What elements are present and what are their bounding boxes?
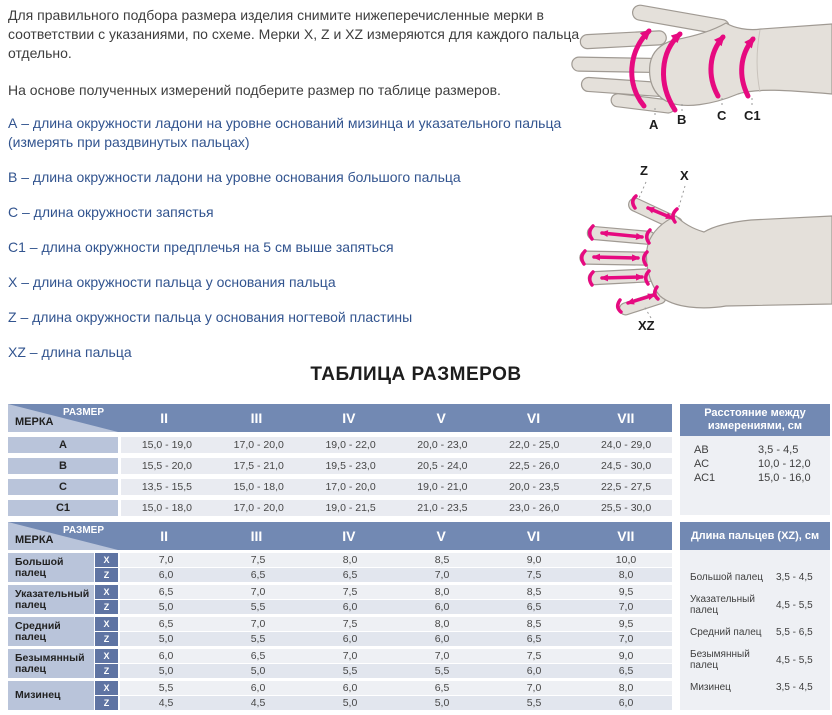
measure-size-table [8, 404, 672, 516]
finger-group-pinky [8, 681, 672, 710]
x-badge: X [95, 585, 118, 599]
size-cell: 7,0 [434, 569, 450, 581]
size-cell: 22,0 - 25,0 [509, 439, 560, 451]
distance-panel-title: Расстояние между измерениями, см [680, 404, 830, 436]
finger-length-label: Средний палец [690, 627, 762, 638]
size-cell: 6,0 [434, 633, 450, 645]
size-cell: 19,0 - 22,0 [325, 439, 376, 451]
x-badge: X [95, 617, 118, 631]
size-cell: 9,0 [526, 554, 542, 566]
size-cell: 7,0 [250, 586, 266, 598]
row-label: А [8, 437, 118, 453]
size-cell: 15,0 - 19,0 [141, 439, 193, 451]
size-column-header: VII [617, 528, 635, 544]
size-column-header: II [160, 410, 169, 426]
distance-value: 10,0 - 12,0 [758, 458, 811, 470]
size-cell: 5,0 [342, 697, 358, 709]
size-cell: 5,5 [342, 665, 358, 677]
z-badge: Z [95, 568, 118, 582]
corner-measure-label: МЕРКА [15, 534, 54, 546]
x-badge: X [95, 649, 118, 663]
row-values [121, 500, 672, 516]
finger-group-thumb [8, 553, 672, 582]
x-row [95, 585, 672, 599]
z-badge: Z [95, 664, 118, 678]
diagram-label-z: Z [640, 163, 648, 178]
finger-table-header [8, 522, 672, 550]
size-cell: 7,0 [618, 633, 634, 645]
size-cell: 17,0 - 20,0 [233, 502, 284, 514]
size-cell: 8,0 [618, 682, 634, 694]
size-cell: 7,5 [342, 618, 358, 630]
measurement-def-xz: XZ – длина пальца [8, 344, 132, 360]
table-corner-cell [8, 522, 118, 550]
size-cell: 5,5 [158, 682, 174, 694]
size-cell: 6,5 [158, 618, 174, 630]
measurement-def-a: А – длина окружности ладони на уровне оснований мизинца и указательного пальца (измерять при раздвинутых пальцах) [8, 115, 562, 150]
size-cell: 5,0 [250, 665, 266, 677]
finger-length-label: Большой палец [690, 572, 763, 583]
measurement-def-z: Z – длина окружности пальца у основания ногтевой пластины [8, 309, 413, 325]
size-cell: 19,0 - 21,5 [325, 502, 376, 514]
hand-diagram-fingers [556, 156, 832, 344]
size-cell: 10,0 [615, 554, 637, 566]
finger-length-value: 5,5 - 6,5 [776, 627, 813, 638]
size-cell: 6,0 [618, 697, 634, 709]
distance-row [680, 472, 830, 484]
z-row [95, 600, 672, 614]
table-row [8, 437, 672, 453]
row-label: С1 [8, 500, 118, 516]
hand-circumference-illustration [556, 0, 832, 150]
finger-length-panel-body [680, 550, 830, 710]
finger-length-panel-title: Длина пальцев (XZ), см [680, 522, 830, 550]
size-cell: 8,0 [434, 586, 450, 598]
x-row [95, 649, 672, 663]
diagram-label-x: X [680, 168, 689, 183]
size-cell: 6,0 [342, 601, 358, 613]
table-row [8, 458, 672, 474]
intro-paragraph-2: На основе полученных измерений подберите размер по таблице размеров. [8, 82, 501, 98]
table-corner-cell [8, 404, 118, 432]
row-label: В [8, 458, 118, 474]
x-row [95, 681, 672, 695]
size-cell: 23,0 - 26,0 [509, 502, 560, 514]
diagram-label-xz: XZ [638, 318, 655, 333]
size-cell: 6,5 [434, 682, 450, 694]
distance-panel-body [680, 436, 830, 515]
distance-value: 15,0 - 16,0 [758, 472, 811, 484]
distance-row [680, 458, 830, 470]
finger-length-value: 3,5 - 4,5 [776, 572, 813, 583]
size-cell: 7,5 [250, 554, 266, 566]
x-badge: X [95, 553, 118, 567]
size-cell: 6,0 [526, 665, 542, 677]
finger-length-label: Мизинец [690, 682, 731, 693]
size-cell: 6,5 [526, 633, 542, 645]
size-cell: 7,0 [618, 601, 634, 613]
measurement-def-b: В – длина окружности ладони на уровне основания большого пальца [8, 169, 461, 185]
size-cell: 8,5 [526, 586, 542, 598]
size-cell: 8,0 [618, 569, 634, 581]
size-cell: 7,0 [434, 650, 450, 662]
finger-length-label: Безымянный палец [690, 649, 750, 671]
size-cell: 5,5 [250, 601, 266, 613]
size-cell: 9,0 [618, 650, 634, 662]
size-column-header: V [436, 528, 446, 544]
diagram-label-a: A [649, 117, 659, 132]
hand-diagram-circumference [556, 0, 832, 150]
finger-length-value: 3,5 - 4,5 [776, 682, 813, 693]
distance-label: АС1 [694, 472, 716, 484]
table-row [8, 479, 672, 495]
size-table-title: ТАБЛИЦА РАЗМЕРОВ [310, 364, 522, 385]
finger-length-panel [680, 522, 830, 710]
size-cell: 15,0 - 18,0 [233, 481, 284, 493]
x-row [95, 617, 672, 631]
size-cell: 6,5 [526, 601, 542, 613]
size-column-header: II [160, 528, 169, 544]
finger-length-row [680, 682, 830, 693]
size-cell: 6,5 [250, 650, 266, 662]
size-cell: 15,0 - 18,0 [141, 502, 193, 514]
hand-fingers-illustration [556, 156, 832, 344]
distance-label: АС [694, 458, 710, 470]
finger-label: Большой палец [8, 553, 94, 582]
finger-group-ring [8, 649, 672, 678]
size-cell: 17,0 - 20,0 [325, 481, 376, 493]
distance-row [680, 444, 830, 456]
size-cell: 5,0 [158, 633, 174, 645]
size-cell: 25,5 - 30,0 [600, 502, 652, 514]
size-cell: 6,0 [158, 650, 174, 662]
size-cell: 5,0 [158, 601, 174, 613]
row-label: С [8, 479, 118, 495]
z-row [95, 696, 672, 710]
size-cell: 8,5 [434, 554, 450, 566]
row-values [121, 458, 672, 474]
diagram-label-c: C [717, 108, 727, 123]
size-cell: 13,5 - 15,5 [141, 481, 193, 493]
size-cell: 6,0 [158, 569, 174, 581]
size-cell: 20,5 - 24,0 [417, 460, 468, 472]
finger-label: Средний палец [8, 617, 94, 646]
finger-group-index [8, 585, 672, 614]
measurement-def-c1: С1 – длина окружности предплечья на 5 см выше запяться [8, 239, 394, 255]
size-cell: 8,0 [434, 618, 450, 630]
size-cell: 9,5 [618, 586, 634, 598]
size-cell: 9,5 [618, 618, 634, 630]
z-badge: Z [95, 696, 118, 710]
size-cell: 17,0 - 20,0 [233, 439, 284, 451]
size-cell: 6,5 [618, 665, 634, 677]
measurement-def-c: С – длина окружности запястья [8, 204, 214, 220]
size-cell: 24,0 - 29,0 [600, 439, 652, 451]
row-values [121, 479, 672, 495]
measure-table-header [8, 404, 672, 432]
size-cell: 6,0 [250, 682, 266, 694]
size-cell: 21,0 - 23,5 [417, 502, 468, 514]
size-cell: 5,5 [434, 665, 450, 677]
size-column-header: VI [526, 410, 541, 426]
size-cell: 22,5 - 27,5 [600, 481, 652, 493]
finger-label: Мизинец [8, 681, 94, 710]
corner-size-label: РАЗМЕР [63, 407, 104, 418]
size-cell: 24,5 - 30,0 [600, 460, 652, 472]
distance-label: АВ [694, 444, 709, 456]
size-cell: 6,5 [342, 569, 358, 581]
size-cell: 19,0 - 21,0 [417, 481, 468, 493]
size-cell: 20,0 - 23,0 [417, 439, 468, 451]
z-row [95, 664, 672, 678]
intro-paragraph-1: Для правильного подбора размера изделия снимите нижеперечисленные мерки в соответствии с указаниями, по схеме. Мерки X, Z и XZ измеряются для каждого пальца отдельно. [8, 7, 580, 61]
row-values [121, 437, 672, 453]
size-cell: 17,5 - 21,0 [233, 460, 284, 472]
size-cell: 6,0 [434, 601, 450, 613]
size-cell: 4,5 [250, 697, 266, 709]
corner-measure-label: МЕРКА [15, 416, 54, 428]
finger-length-row [680, 649, 830, 671]
size-cell: 7,5 [526, 650, 542, 662]
z-row [95, 568, 672, 582]
diagram-label-b: B [677, 112, 687, 127]
finger-length-label: Указательный палец [690, 594, 755, 616]
finger-label: Указательный палец [8, 585, 94, 614]
size-cell: 22,5 - 26,0 [509, 460, 560, 472]
z-badge: Z [95, 600, 118, 614]
size-column-header: III [250, 410, 263, 426]
size-cell: 5,0 [434, 697, 450, 709]
size-cell: 8,5 [526, 618, 542, 630]
distance-panel [680, 404, 830, 515]
size-column-header: III [250, 528, 263, 544]
finger-length-row [680, 627, 830, 638]
size-column-header: IV [342, 528, 356, 544]
z-row [95, 632, 672, 646]
size-cell: 4,5 [158, 697, 174, 709]
finger-size-table [8, 522, 672, 710]
diagram-label-c1: C1 [744, 108, 761, 123]
palm-and-forearm [647, 216, 832, 308]
size-cell: 7,0 [250, 618, 266, 630]
size-cell: 20,0 - 23,5 [509, 481, 560, 493]
finger-length-value: 4,5 - 5,5 [776, 654, 813, 666]
distance-value: 3,5 - 4,5 [758, 444, 799, 456]
size-cell: 8,0 [342, 554, 358, 566]
table-row [8, 500, 672, 516]
size-column-header: V [436, 410, 446, 426]
size-column-header: VII [617, 410, 635, 426]
size-cell: 6,0 [342, 633, 358, 645]
size-cell: 6,0 [342, 682, 358, 694]
size-cell: 7,0 [526, 682, 542, 694]
size-cell: 5,0 [158, 665, 174, 677]
size-cell: 7,0 [342, 650, 358, 662]
x-badge: X [95, 681, 118, 695]
size-cell: 15,5 - 20,0 [141, 460, 193, 472]
measurement-definitions [8, 114, 586, 378]
finger-length-row [680, 572, 830, 583]
size-cell: 7,5 [526, 569, 542, 581]
size-cell: 7,5 [342, 586, 358, 598]
finger-length-row [680, 594, 830, 616]
size-cell: 5,5 [526, 697, 542, 709]
z-badge: Z [95, 632, 118, 646]
size-cell: 5,5 [250, 633, 266, 645]
finger-group-middle [8, 617, 672, 646]
size-cell: 6,5 [250, 569, 266, 581]
size-cell: 19,5 - 23,0 [325, 460, 376, 472]
size-column-header: IV [342, 410, 356, 426]
size-cell: 7,0 [158, 554, 174, 566]
size-cell: 6,5 [158, 586, 174, 598]
corner-size-label: РАЗМЕР [63, 525, 104, 536]
size-column-header: VI [526, 528, 541, 544]
finger-label: Безымянный палец [8, 649, 94, 678]
finger-length-value: 4,5 - 5,5 [776, 599, 813, 611]
x-row [95, 553, 672, 567]
measurement-def-x: X – длина окружности пальца у основания пальца [8, 274, 336, 290]
